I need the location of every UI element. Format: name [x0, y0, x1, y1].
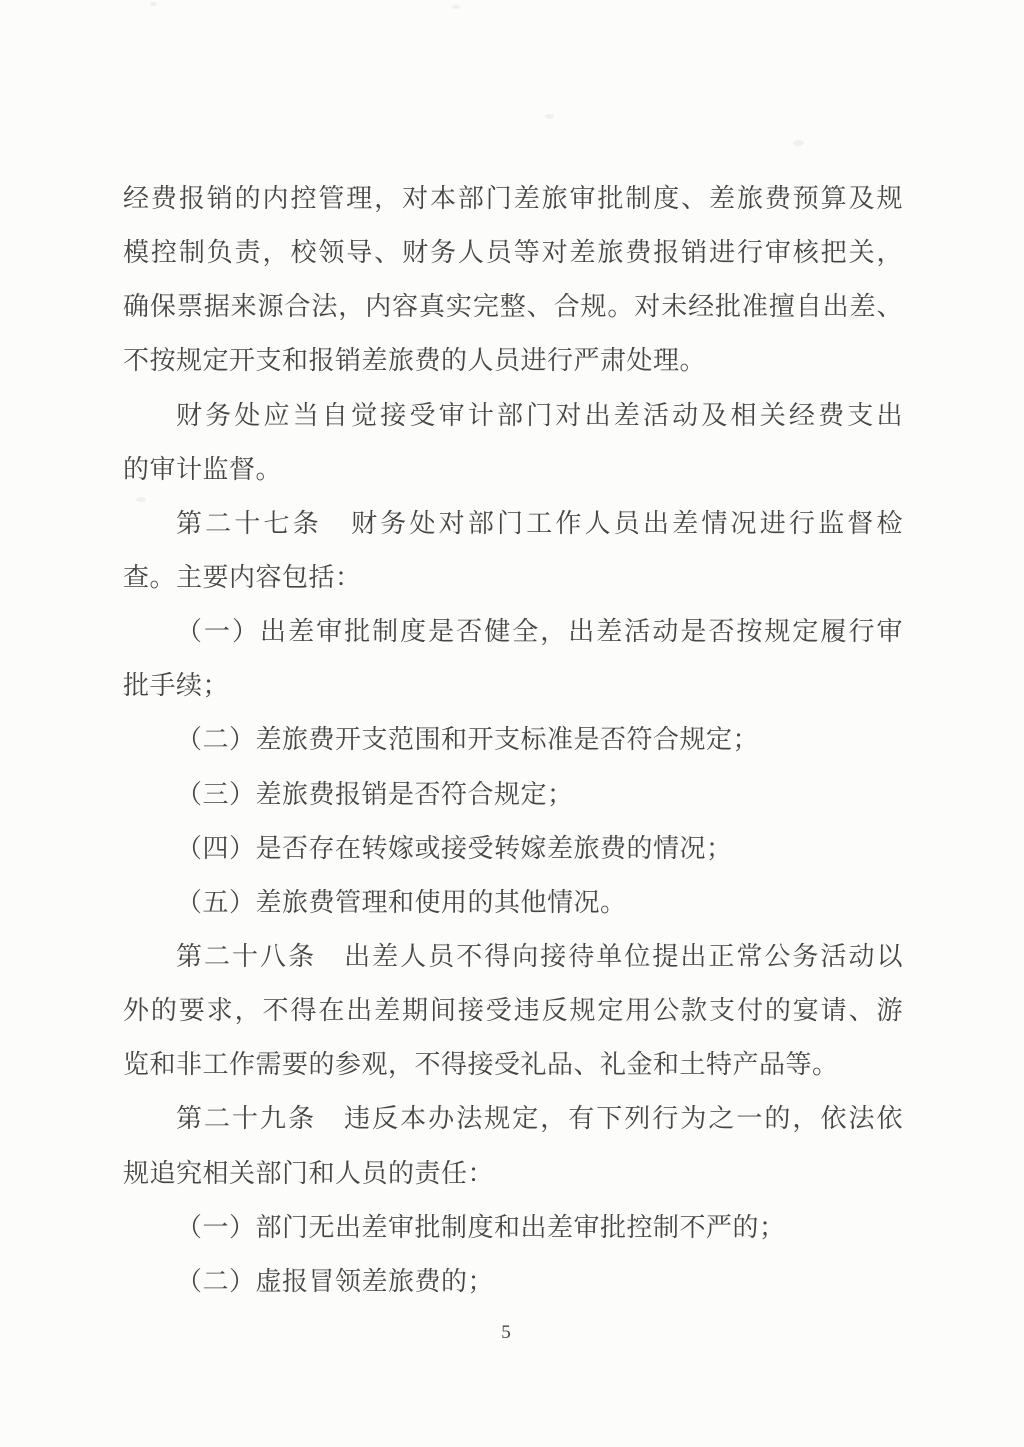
text-line: （一）出差审批制度是否健全，出差活动是否按规定履行审 — [176, 617, 903, 647]
text-line: 规追究相关部门和人员的责任： — [123, 1158, 495, 1188]
text-line: 确保票据来源合法，内容真实完整、合规。对未经批准擅自出差、 — [123, 292, 903, 322]
paragraph — [123, 389, 903, 497]
paragraph — [123, 172, 903, 389]
text-line: （一）部门无出差审批制度和出差审批控制不严的； — [176, 1212, 786, 1242]
paragraph — [123, 1092, 903, 1200]
text-line: （三）差旅费报销是否符合规定； — [176, 779, 574, 809]
text-line: 第二十八条 出差人员不得向接待单位提出正常公务活动以 — [176, 941, 903, 971]
text-line: 览和非工作需要的参观，不得接受礼品、礼金和土特产品等。 — [123, 1050, 839, 1080]
scan-artifact — [452, 5, 460, 9]
paragraph — [123, 1201, 903, 1255]
text-line: 财务处应当自觉接受审计部门对出差活动及相关经费支出 — [176, 400, 903, 430]
paragraph — [123, 605, 903, 713]
text-line: 查。主要内容包括： — [123, 562, 362, 592]
text-line: （四）是否存在转嫁或接受转嫁差旅费的情况； — [176, 833, 733, 863]
text-line: （五）差旅费管理和使用的其他情况。 — [176, 887, 627, 917]
paragraph — [123, 822, 903, 876]
scan-artifact — [150, 2, 157, 6]
text-line: 模控制负责，校领导、财务人员等对差旅费报销进行审核把关， — [123, 238, 903, 268]
page-number: 5 — [501, 1322, 511, 1343]
paragraph — [123, 768, 903, 822]
text-line: 第二十七条 财务处对部门工作人员出差情况进行监督检 — [176, 508, 903, 538]
text-line: 批手续； — [123, 671, 230, 701]
text-line: （二）虚报冒领差旅费的； — [176, 1266, 495, 1296]
text-line: 第二十九条 违反本办法规定，有下列行为之一的，依法依 — [176, 1104, 903, 1134]
document-body — [123, 172, 903, 1309]
paragraph — [123, 930, 903, 1092]
scan-artifact — [793, 140, 804, 146]
text-line: 经费报销的内控管理，对本部门差旅审批制度、差旅费预算及规 — [123, 184, 903, 213]
text-line: 外的要求，不得在出差期间接受违反规定用公款支付的宴请、游 — [123, 996, 903, 1026]
text-line: 不按规定开支和报销差旅费的人员进行严肃处理。 — [123, 346, 707, 376]
paragraph — [123, 876, 903, 930]
paragraph — [123, 1255, 903, 1309]
text-line: 的审计监督。 — [123, 454, 283, 484]
paragraph — [123, 713, 903, 767]
paragraph — [123, 497, 903, 605]
text-line: （二）差旅费开支范围和开支标准是否符合规定； — [176, 725, 760, 755]
scan-artifact — [545, 114, 554, 119]
